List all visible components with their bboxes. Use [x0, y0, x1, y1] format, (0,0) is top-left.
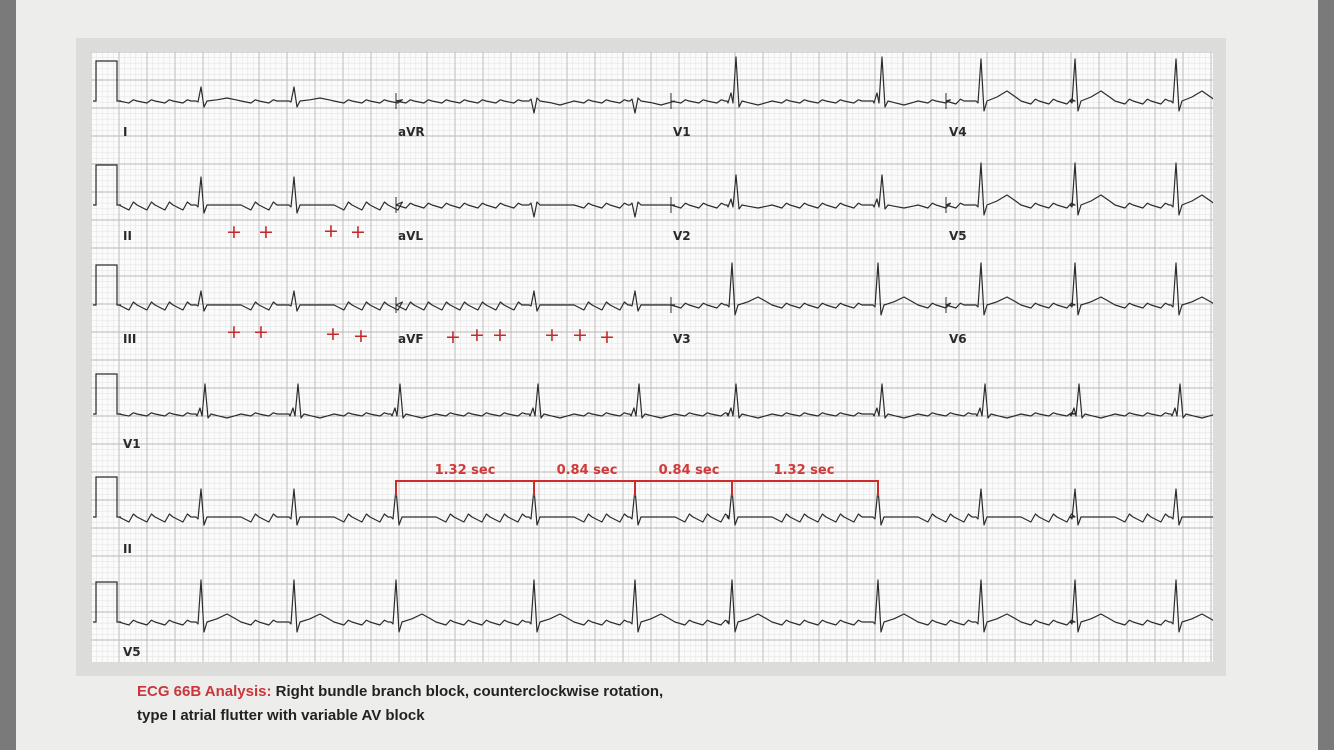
figure-caption [137, 680, 697, 728]
flutter-marker: + [323, 220, 339, 242]
lead-label-aVF: aVF [398, 332, 424, 346]
flutter-marker: + [445, 326, 461, 348]
page-background [16, 0, 1318, 750]
lead-label-aVL: aVL [398, 229, 424, 243]
calibration-pulse [93, 374, 121, 414]
lead-label-III: III [123, 332, 137, 346]
flutter-marker: + [226, 221, 242, 243]
flutter-marker: + [350, 221, 366, 243]
flutter-marker: + [492, 324, 508, 346]
ecg-trace-segment [946, 263, 1213, 315]
grid-major-lines [91, 52, 1213, 662]
flutter-marker: + [258, 221, 274, 243]
ecg-trace-segment [946, 59, 1213, 111]
lead-label-aVR: aVR [398, 125, 425, 139]
lead-label-V6: V6 [949, 332, 967, 346]
interval-label: 0.84 sec [556, 463, 618, 478]
flutter-marker: + [599, 326, 615, 348]
ecg-trace-segment [396, 98, 675, 113]
flutter-marker: + [353, 325, 369, 347]
ecg-trace-segment [396, 202, 675, 217]
flutter-marker: + [325, 323, 341, 345]
flutter-marker: + [544, 324, 560, 346]
flutter-marker: + [226, 321, 242, 343]
ecg-grid [91, 52, 1213, 662]
flutter-marker: + [572, 324, 588, 346]
rhythm-label-V5: V5 [123, 645, 141, 659]
flutter-marker: + [469, 324, 485, 346]
interval-label: 1.32 sec [773, 463, 835, 478]
ecg-trace-segment [119, 384, 1213, 418]
interval-label: 1.32 sec [434, 463, 496, 478]
calibration-pulse [93, 265, 121, 305]
rr-interval-brackets [396, 463, 878, 496]
interval-label: 0.84 sec [658, 463, 720, 478]
rhythm-label-II: II [123, 542, 132, 556]
lead-label-V4: V4 [949, 125, 967, 139]
lead-label-V2: V2 [673, 229, 691, 243]
calibration-pulse [93, 165, 121, 205]
lead-label-II: II [123, 229, 132, 243]
ecg-traces [93, 57, 1213, 632]
lead-label-V3: V3 [673, 332, 691, 346]
lead-label-I: I [123, 125, 128, 139]
ecg-tracing [91, 52, 1213, 662]
rhythm-label-V1: V1 [123, 437, 141, 451]
flutter-marker: + [253, 321, 269, 343]
ecg-trace-segment [946, 163, 1213, 215]
ecg-svg [91, 52, 1213, 662]
lead-label-V1: V1 [673, 125, 691, 139]
calibration-pulse [93, 61, 121, 101]
ecg-trace-segment [119, 580, 1213, 632]
calibration-pulse [93, 582, 121, 622]
ecg-trace-segment [396, 291, 675, 311]
lead-label-V5: V5 [949, 229, 967, 243]
caption-label: ECG 66B Analysis: [137, 683, 272, 700]
caption-text: Right bundle branch block, counterclockwise rotation, type I atrial flutter with variable AV block [137, 683, 664, 724]
